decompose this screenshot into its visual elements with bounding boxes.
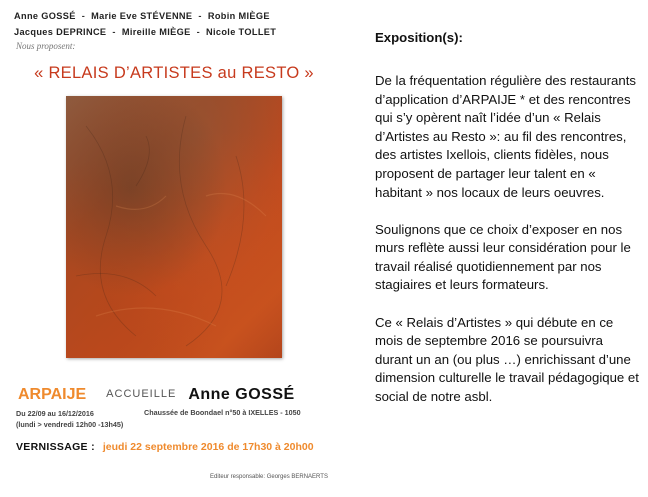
proposent-label: Nous proposent: <box>16 41 76 51</box>
artist-row-2 <box>14 24 344 40</box>
painting-image <box>66 96 282 358</box>
poster-banner-title: « RELAIS D’ARTISTES au RESTO » <box>34 64 314 82</box>
exhibition-dates <box>16 408 123 430</box>
artist-name: Robin MIÈGE <box>207 11 270 21</box>
opening-hours: (lundi > vendredi 12h00 -13h45) <box>16 420 124 429</box>
article-paragraph: Ce « Relais d’Artistes » qui débute en ce mois de septembre 2016 se poursuivra durant un an (ou plus …) enrichissant d’une dimension culturelle le travail pédagogique et social de notre asbl. <box>375 314 639 404</box>
artist-name: Anne GOSSÉ <box>14 11 76 21</box>
artist-name: Jacques DEPRINCE <box>14 27 107 37</box>
exhibition-address: Chaussée de Boondael n°50 à IXELLES - 1050 <box>144 408 301 417</box>
artist-name: Nicole TOLLET <box>205 27 277 37</box>
org-name: ARPAIJE <box>18 386 87 403</box>
vernissage-line <box>16 441 314 453</box>
painting-texture <box>66 96 282 358</box>
article-paragraph: De la fréquentation régulière des restaurants d’application d’ARPAIJE * et des rencontres qui s’y opèrent naît l’idée d’un « Relais d’Artistes au Resto »: au fil des rencontres, des artistes Ixellois, clients fidèles, nous proposent de partager leur talent en « habitant » nos locaux de leurs oeuvres. <box>375 73 636 200</box>
artist-separator: - <box>81 11 86 21</box>
artist-name: Mireille MIÈGE <box>121 27 191 37</box>
artist-list <box>14 8 344 40</box>
article-heading: Exposition(s): <box>375 30 463 45</box>
artist-separator: - <box>112 27 116 37</box>
vernissage-label: VERNISSAGE : <box>16 441 95 453</box>
article-paragraph: Soulignons que ce choix d’exposer en nos murs reflète aussi leur considération pour le travail réalisé quotidiennement par nos stagiaires et leurs formateurs. <box>375 221 631 293</box>
artist-separator: - <box>198 11 202 21</box>
article-text <box>375 29 643 425</box>
org-line <box>18 386 295 404</box>
featured-artist: Anne GOSSÉ <box>188 386 295 403</box>
editeur-responsable: Editeur responsable: Georges BERNAERTS <box>210 474 328 480</box>
artist-separator: - <box>196 27 200 37</box>
dates-range: Du 22/09 au 16/12/2016 <box>16 409 94 418</box>
accueille-label: ACCUEILLE <box>106 388 177 400</box>
vernissage-date: jeudi 22 septembre 2016 de 17h30 à 20h00 <box>102 441 314 453</box>
artist-row-1 <box>14 8 344 24</box>
artist-name: Marie Eve STÉVENNE <box>91 11 193 21</box>
